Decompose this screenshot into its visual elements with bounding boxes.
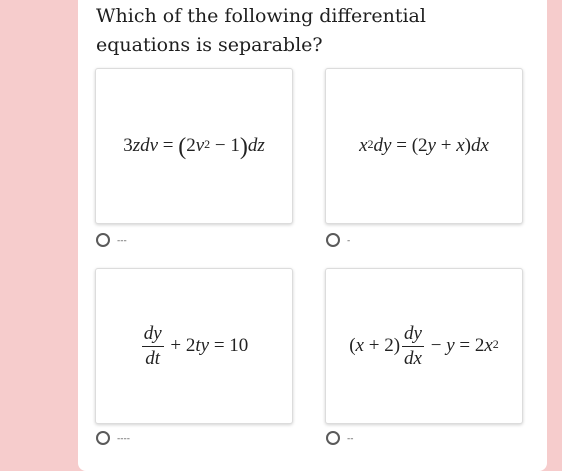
option-a-box[interactable]	[95, 68, 293, 224]
option-d-box[interactable]	[325, 268, 523, 424]
option-d-equation: (x + 2) $\frac{dy}{dx}$ − $y = 2x^2$	[349, 322, 499, 369]
option-a-radio-row[interactable]	[96, 233, 127, 247]
option-c-radio-label: ----	[117, 434, 130, 444]
option-b-radio[interactable]	[326, 233, 340, 247]
option-c-radio-row[interactable]	[96, 431, 130, 445]
option-b-box[interactable]	[325, 68, 523, 224]
option-d-radio-label: --	[347, 434, 354, 444]
option-b-equation: $x^2dy = (2y + x)dx$	[359, 135, 489, 156]
option-c-radio[interactable]	[96, 431, 110, 445]
option-c-box[interactable]	[95, 268, 293, 424]
option-a-radio-label: ---	[117, 236, 127, 246]
question-text: Which of the following differential equations is separable?	[96, 5, 426, 56]
option-a-radio[interactable]	[96, 233, 110, 247]
option-c-equation: $\frac{dy}{dt}$ + 2ty = 10	[143, 322, 249, 369]
question-card	[78, 0, 547, 471]
option-a-equation: 3zdv = ( $2v^2 - 1$ ) dz	[123, 134, 265, 160]
option-d-radio[interactable]	[326, 431, 340, 445]
option-b-radio-label: -	[347, 236, 351, 246]
option-b-radio-row[interactable]	[326, 233, 350, 247]
option-d-radio-row[interactable]	[326, 431, 354, 445]
